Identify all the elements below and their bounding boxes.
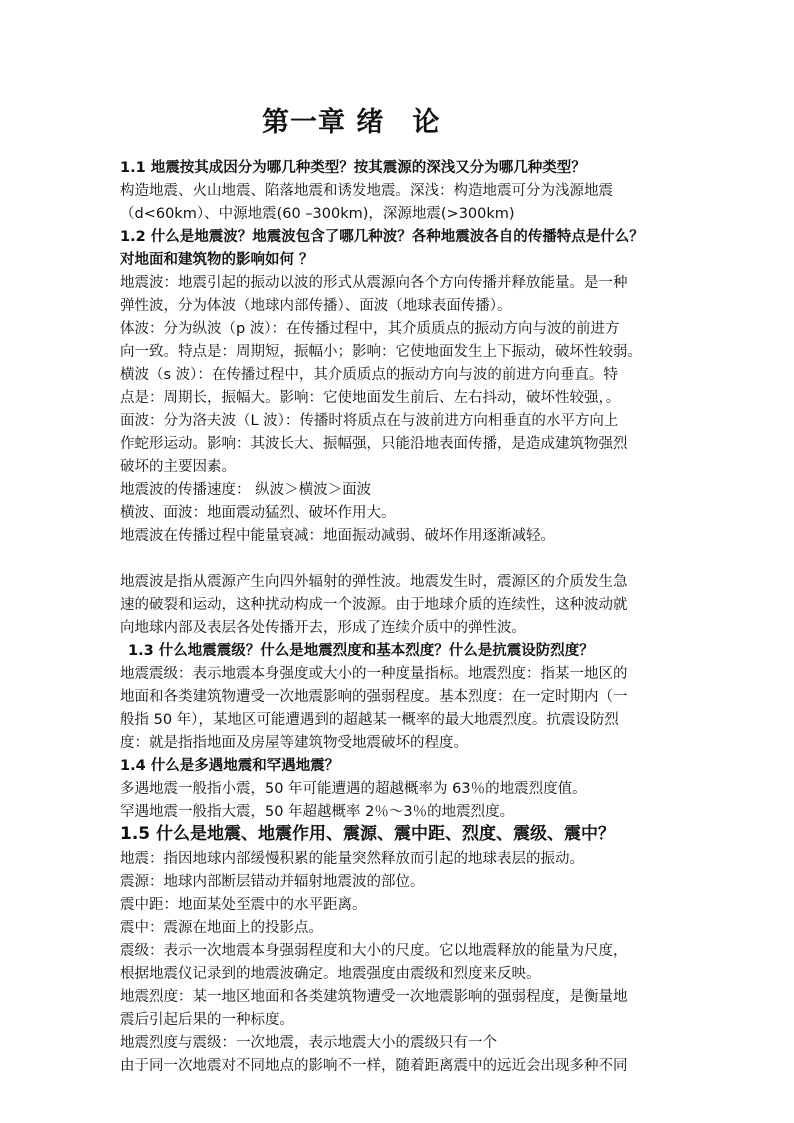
text-line: 向地球内部及表层各处传播开去，形成了连续介质中的弹性波。 <box>120 620 526 636</box>
text-line: 根据地震仪记录到的地震波确定。地震强度由震级和烈度来反映。 <box>120 966 541 982</box>
text-line: 地震烈度与震级：一次地震，表示地震大小的震级只有一个 <box>120 1035 497 1051</box>
text-line: 横波、面波：地面震动猛烈、破坏作用大。 <box>120 505 396 521</box>
text-line: 地震波在传播过程中能量衰减：地面振动减弱、破坏作用逐渐减轻。 <box>120 528 555 544</box>
question-1-1: 1.1 地震按其成因分为哪几种类型？按其震源的深浅又分为哪几种类型？ <box>120 160 586 176</box>
page-title: 第一章 绪 论 <box>262 107 441 138</box>
text-line: 向一致。特点是：周期短，振幅小；影响：它使地面发生上下振动，破坏性较弱。 <box>120 344 642 360</box>
text-line: 破坏的主要因素。 <box>120 459 236 475</box>
text-line: 罕遇地震一般指大震，50 年超越概率 2％～3％的地震烈度。 <box>120 804 515 820</box>
text-line: 震中距：地面某处至震中的水平距离。 <box>120 897 367 913</box>
text-line: 度：就是指指地面及房屋等建筑物受地震破坏的程度。 <box>120 735 468 751</box>
text-line: 点是：周期长，振幅大。影响：它使地面发生前后、左右抖动，破坏性较强，。 <box>120 390 621 406</box>
text-line: 地震波：地震引起的振动以波的形式从震源向各个方向传播并释放能量。是一种 <box>120 275 628 291</box>
text-line: （d<60km）、中源地震(60 –300km)，深源地震(>300km) <box>120 206 515 222</box>
question-1-3: 1.3 什么地震震级？什么是地震烈度和基本烈度？什么是抗震设防烈度？ <box>128 643 594 659</box>
text-line: 震中：震源在地面上的投影点。 <box>120 920 323 936</box>
question-1-2-cont: 对地面和建筑物的影响如何 ？ <box>120 252 314 268</box>
text-line: 地震：指因地球内部缓慢积累的能量突然释放而引起的地球表层的振动。 <box>120 851 584 867</box>
text-line: 构造地震、火山地震、陷落地震和诱发地震。深浅：构造地震可分为浅源地震 <box>120 183 613 199</box>
text-line: 地震烈度：某一地区地面和各类建筑物遭受一次地震影响的强弱程度，是衡量地 <box>120 989 628 1005</box>
question-1-4: 1.4 什么是多遇地震和罕遇地震？ <box>120 758 340 774</box>
question-1-2: 1.2 什么是地震波？地震波包含了哪几种波？各种地震波各自的传播特点是什么？ <box>120 229 644 245</box>
text-line: 地震波的传播速度： 纵波＞横波＞面波 <box>120 482 372 498</box>
text-line: 地震震级：表示地震本身强度或大小的一种度量指标。地震烈度：指某一地区的 <box>120 666 628 682</box>
text-line: 作蛇形运动。影响：其波长大、振幅强，只能沿地表面传播，是造成建筑物强烈 <box>120 436 628 452</box>
text-line: 震源：地球内部断层错动并辐射地震波的部位。 <box>120 874 425 890</box>
text-line: 由于同一次地震对不同地点的影响不一样，随着距离震中的远近会出现多种不同 <box>120 1058 628 1074</box>
text-line: 弹性波，分为体波（地球内部传播）、面波（地球表面传播）。 <box>120 298 512 314</box>
text-line: 面波：分为洛夫波（L 波）：传播时将质点在与波前进方向相垂直的水平方向上 <box>120 413 619 429</box>
text-line: 多遇地震一般指小震，50 年可能遭遇的超越概率为 63％的地震烈度值。 <box>120 781 587 797</box>
text-line: 震后引起后果的一种标度。 <box>120 1012 294 1028</box>
text-line: 地震波是指从震源产生向四外辐射的弹性波。地震发生时，震源区的介质发生急 <box>120 574 628 590</box>
text-line: 般指 50 年），某地区可能遭遇到的超越某一概率的最大地震烈度。抗震设防烈 <box>120 712 619 728</box>
text-line: 地面和各类建筑物遭受一次地震影响的强弱程度。基本烈度：在一定时期内（一 <box>120 689 628 705</box>
text-line: 速的破裂和运动，这种扰动构成一个波源。由于地球介质的连续性，这种波动就 <box>120 597 628 613</box>
text-line: 横波（s 波）：在传播过程中，其介质质点的振动方向与波的前进方向垂直。特 <box>120 367 618 383</box>
text-line: 震级：表示一次地震本身强弱程度和大小的尺度。它以地震释放的能量为尺度， <box>120 943 628 959</box>
question-1-5: 1.5 什么是地震、地震作用、震源、震中距、烈度、震级、震中？ <box>120 824 616 844</box>
text-line: 体波：分为纵波（p 波）：在传播过程中，其介质质点的振动方向与波的前进方 <box>120 321 620 337</box>
